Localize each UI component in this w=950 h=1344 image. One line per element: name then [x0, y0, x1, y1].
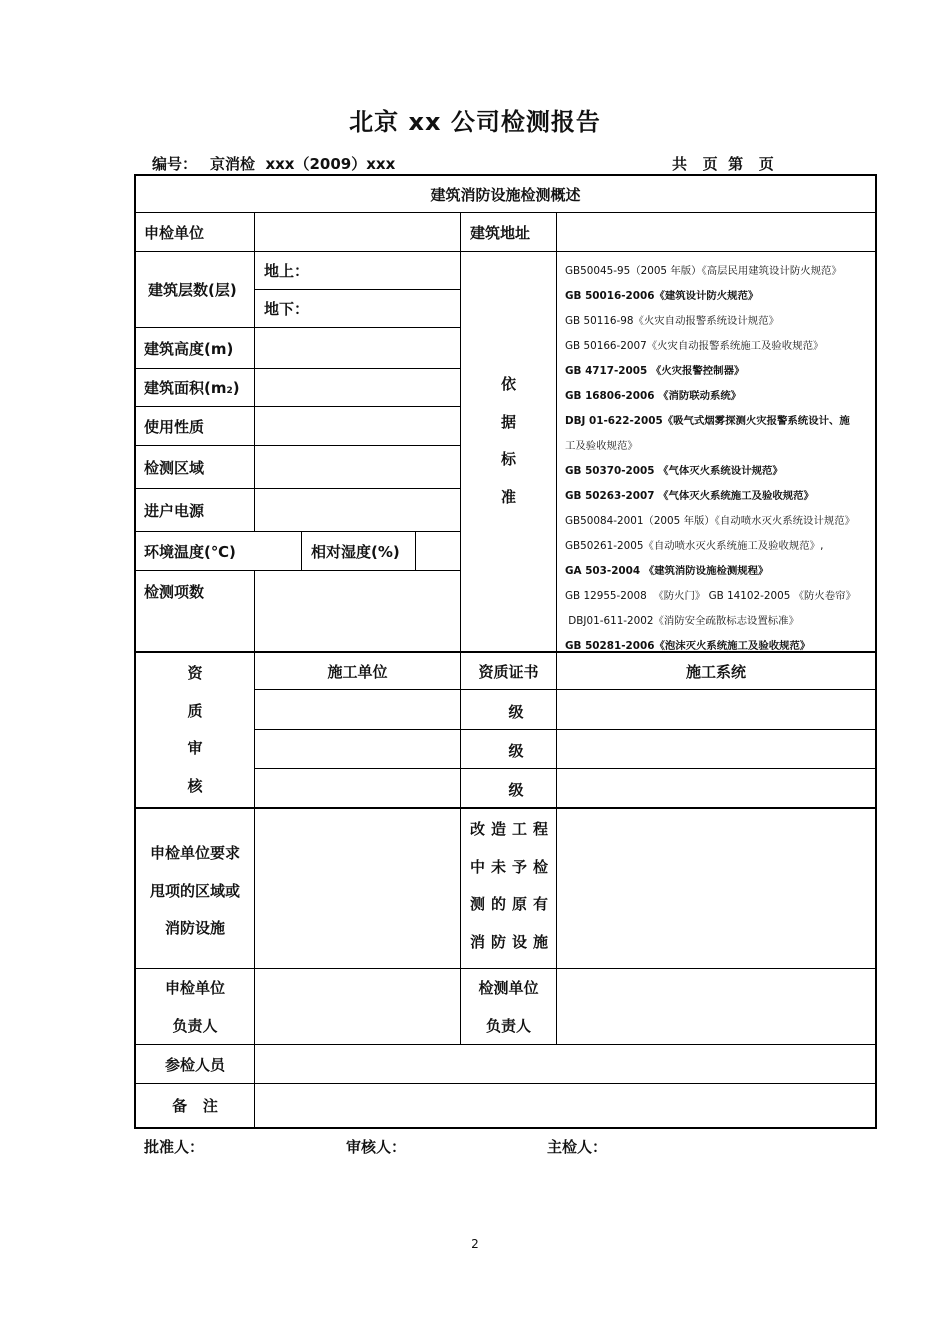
- standard-item: GA 503-2004 《建筑消防设施检测规程》: [565, 565, 769, 577]
- participants-field[interactable]: [255, 1045, 875, 1083]
- untested-line: 测的原有: [470, 895, 548, 913]
- standard-item: GB 50263-2007 《气体灭火系统施工及验收规范》: [565, 490, 814, 502]
- untested-facilities-label: [470, 811, 548, 961]
- inspection-area-label: 检测区域: [144, 458, 205, 477]
- area-label-text: 建筑面积(m: [144, 379, 227, 397]
- chief-inspector-label: 主检人：: [547, 1138, 608, 1156]
- tester-head-label: [461, 970, 556, 1045]
- grade-label: 级: [508, 741, 524, 760]
- applicant-head-field[interactable]: [255, 969, 460, 1044]
- applicant-unit-label: 申检单位: [144, 223, 205, 242]
- approver-label: 批准人：: [144, 1138, 205, 1156]
- items-label: 检测项数: [144, 582, 205, 601]
- construction-unit-field[interactable]: [255, 769, 460, 807]
- temperature-field[interactable]: [255, 532, 301, 570]
- untested-line: 中未予检: [470, 857, 548, 876]
- area-label: [144, 369, 240, 406]
- qualification-char: 核: [187, 776, 203, 795]
- applicant-head-label: [136, 970, 254, 1045]
- above-ground-label: 地上：: [264, 262, 310, 280]
- standard-item: DBJ01-611-2002《消防安全疏散标志设置标准》: [565, 615, 799, 627]
- applicant-unit-field[interactable]: [255, 213, 460, 251]
- items-field[interactable]: [255, 571, 460, 651]
- basis-char: 准: [500, 487, 516, 506]
- reviewer-label: 审核人：: [346, 1138, 407, 1156]
- standard-item: GB 4717-2005 《火灾报警控制器》: [565, 365, 745, 377]
- untested-line: 改造工程: [470, 820, 548, 838]
- construction-system-header: 施工系统: [685, 662, 746, 681]
- usage-label: 使用性质: [144, 417, 205, 436]
- basis-char: 据: [500, 412, 516, 431]
- inspection-area-field[interactable]: [255, 446, 460, 488]
- applicant-head-line: 申检单位: [164, 979, 225, 997]
- building-address-label: 建筑地址: [470, 223, 531, 242]
- page-info: 共 页 第 页: [672, 155, 774, 173]
- qualification-review-label: [136, 655, 254, 805]
- grade-label: 级: [508, 780, 524, 799]
- construction-system-field[interactable]: [557, 690, 875, 729]
- basis-label: [461, 366, 556, 516]
- humidity-label: 相对湿度(%): [311, 542, 400, 561]
- qualification-cert-header: 资质证书: [478, 662, 539, 681]
- grade-label: 级: [508, 703, 524, 721]
- building-address-field[interactable]: [557, 213, 875, 251]
- height-label: 建筑高度(m): [144, 339, 234, 358]
- basis-char: 标: [500, 450, 516, 468]
- construction-unit-field[interactable]: [255, 690, 460, 729]
- standard-item: GB 50370-2005 《气体灭火系统设计规范》: [565, 465, 783, 477]
- standard-item: GB50261-2005《自动喷水灭火系统施工及验收规范》,: [565, 540, 824, 552]
- requested-area-line: 申检单位要求: [149, 844, 240, 862]
- standard-item: GB50045-95（2005 年版）《高层民用建筑设计防火规范》: [565, 265, 842, 277]
- qualification-char: 资: [187, 664, 203, 682]
- standard-item: GB 12955-2008 《防火门》 GB 14102-2005 《防火卷帘》: [565, 590, 856, 602]
- page-number: 2: [471, 1237, 479, 1251]
- participants-label: 参检人员: [164, 1055, 225, 1074]
- report-title: 北京 xx 公司检测报告: [349, 108, 601, 136]
- remarks-label: 备 注: [172, 1097, 218, 1115]
- standard-item: GB 50166-2007《火灾自动报警系统施工及验收规范》: [565, 340, 824, 352]
- serial-value: 京消检 xxx（2009）xxx: [210, 155, 396, 173]
- applicant-head-line: 负责人: [172, 1016, 218, 1035]
- basis-char: 依: [500, 375, 516, 393]
- humidity-field[interactable]: [416, 532, 460, 570]
- qualification-char: 审: [187, 739, 203, 757]
- standard-item: GB 50116-98《火灾自动报警系统设计规范》: [565, 315, 779, 327]
- area-label-close: ): [232, 378, 240, 397]
- floors-label: 建筑层数(层): [148, 281, 237, 299]
- serial-label: 编号：: [152, 155, 198, 173]
- area-field[interactable]: [255, 369, 460, 406]
- tester-head-line: 负责人: [485, 1016, 531, 1035]
- standard-item: 工及验收规范》: [565, 440, 638, 452]
- usage-field[interactable]: [255, 407, 460, 445]
- power-label: 进户电源: [144, 501, 205, 520]
- standard-item: GB 16806-2006 《消防联动系统》: [565, 390, 742, 402]
- tester-head-line: 检测单位: [478, 979, 539, 997]
- area-label-sub: 2: [226, 385, 233, 396]
- standard-item: GB 50281-2006《泡沫灭火系统施工及验收规范》: [565, 640, 811, 652]
- below-ground-label: 地下：: [264, 300, 310, 318]
- requested-area-field[interactable]: [255, 809, 460, 968]
- requested-area-line: 消防设施: [164, 919, 225, 937]
- construction-unit-field[interactable]: [255, 730, 460, 768]
- power-field[interactable]: [255, 489, 460, 531]
- qualification-char: 质: [187, 701, 203, 720]
- temperature-label: 环境温度(℃): [144, 542, 236, 561]
- requested-area-label: [136, 835, 254, 948]
- standard-item: GB 50016-2006《建筑设计防火规范》: [565, 290, 759, 302]
- construction-system-field[interactable]: [557, 730, 875, 768]
- requested-area-line: 甩项的区域或: [149, 881, 240, 900]
- construction-system-field[interactable]: [557, 769, 875, 807]
- standard-item: DBJ 01-622-2005《吸气式烟雾探测火灾报警系统设计、施: [565, 415, 850, 427]
- standard-item: GB50084-2001（2005 年版）《自动喷水灭火系统设计规范》: [565, 515, 856, 527]
- overview-title: 建筑消防设施检测概述: [430, 185, 581, 204]
- tester-head-field[interactable]: [557, 969, 875, 1044]
- untested-facilities-field[interactable]: [557, 809, 875, 968]
- construction-unit-header: 施工单位: [327, 662, 388, 681]
- remarks-field[interactable]: [255, 1084, 875, 1127]
- height-field[interactable]: [255, 328, 460, 368]
- untested-line: 消防设施: [470, 932, 548, 951]
